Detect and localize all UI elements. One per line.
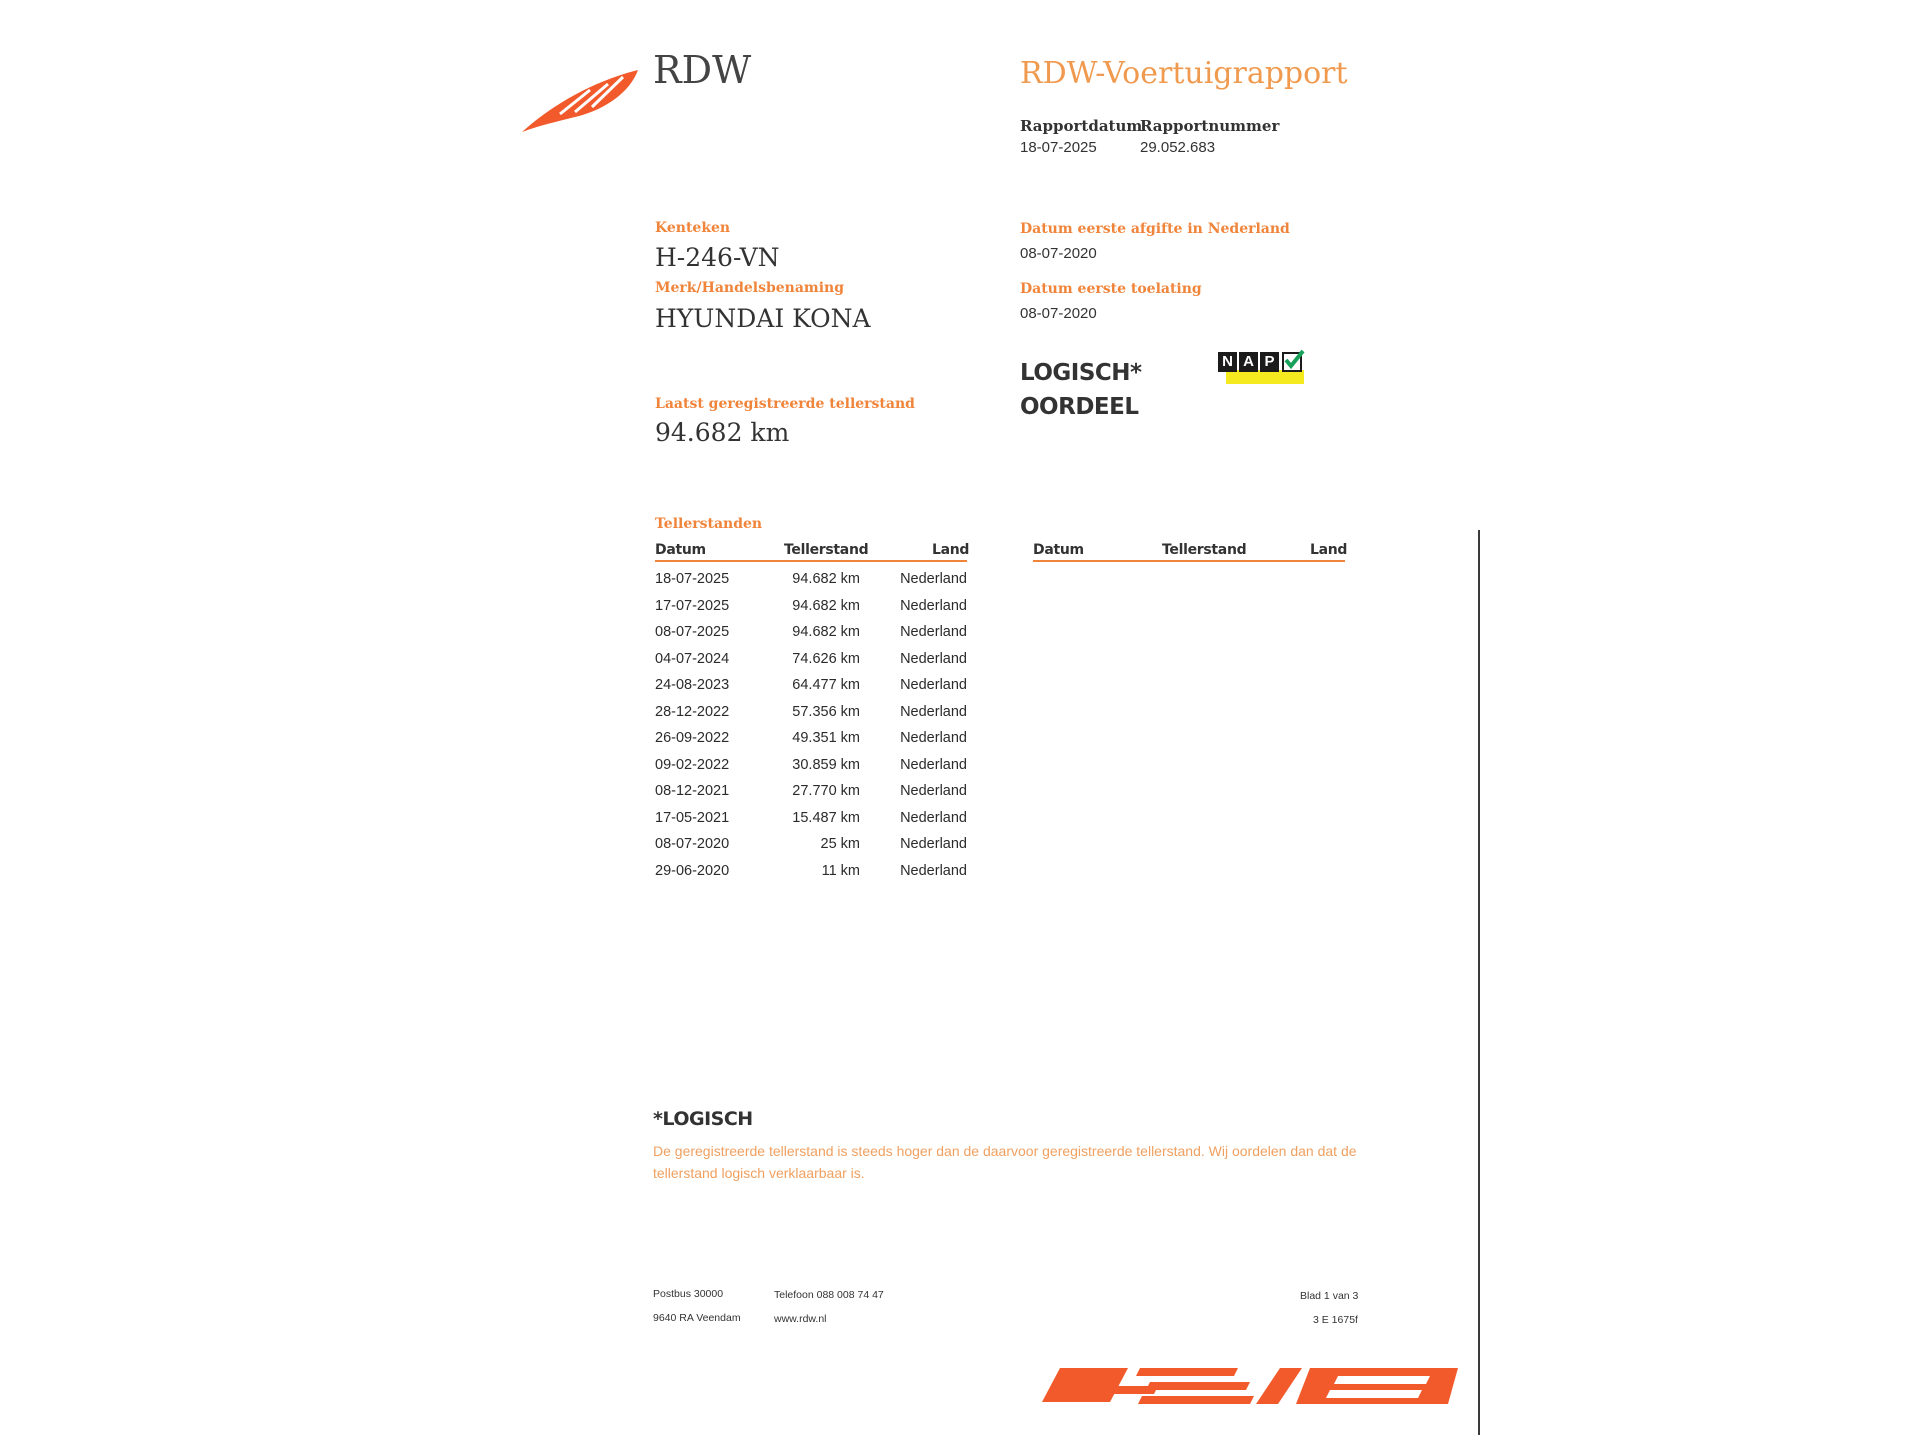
col-header-reading: Tellerstand bbox=[784, 542, 869, 558]
cell-country: Nederland bbox=[900, 677, 967, 693]
cell-date: 17-05-2021 bbox=[655, 809, 730, 826]
col-header-date-2: Datum bbox=[1033, 542, 1084, 558]
cell-country: Nederland bbox=[900, 730, 967, 746]
report-number: 29.052.683 bbox=[1140, 139, 1216, 156]
cell-country: Nederland bbox=[900, 571, 967, 587]
cell-date: 24-08-2023 bbox=[655, 677, 730, 693]
judgement-line2: OORDEEL bbox=[1020, 394, 1139, 420]
first-issue-date: 08-07-2020 bbox=[1020, 245, 1097, 262]
note-text: De geregistreerde tellerstand is steeds hoger dan de daarvoor geregistreerde tellerstand. Wij oordelen dan dat de tellerstand logisch verklaarbaar is. bbox=[653, 1143, 1357, 1181]
cell-country: Nederland bbox=[900, 809, 967, 826]
cell-country: Nederland bbox=[900, 756, 967, 773]
report-date: 18-07-2025 bbox=[1020, 139, 1097, 156]
col-header-date: Datum bbox=[655, 542, 706, 558]
page-edge bbox=[1478, 530, 1480, 1435]
make-value: HYUNDAI KONA bbox=[655, 304, 871, 333]
table-row bbox=[655, 780, 967, 807]
odometer-value: 94.682 km bbox=[655, 418, 790, 447]
nap-letter-p: P bbox=[1260, 352, 1279, 372]
make-label: Merk/Handelsbenaming bbox=[655, 280, 845, 296]
report-number-label: Rapportnummer bbox=[1140, 117, 1280, 135]
footer-website: www.rdw.nl bbox=[774, 1313, 827, 1325]
table-row bbox=[655, 860, 967, 887]
table-row bbox=[655, 807, 967, 834]
readings-title: Tellerstanden bbox=[655, 516, 763, 532]
footer-address-line1: Postbus 30000 bbox=[653, 1288, 724, 1300]
cell-date: 28-12-2022 bbox=[655, 703, 730, 720]
nap-highlight bbox=[1226, 370, 1304, 384]
cell-date: 09-02-2022 bbox=[655, 756, 730, 773]
cell-country: Nederland bbox=[900, 783, 967, 799]
col-header-reading-2: Tellerstand bbox=[1162, 542, 1247, 558]
cell-date: 08-07-2025 bbox=[655, 624, 730, 640]
report-title: RDW-Voertuigrapport bbox=[1020, 56, 1348, 91]
cell-reading: 64.477 km bbox=[792, 677, 860, 693]
cell-country: Nederland bbox=[900, 703, 967, 720]
table-row bbox=[655, 674, 967, 701]
plate-label: Kenteken bbox=[655, 220, 731, 236]
brand-name: RDW bbox=[653, 48, 752, 92]
table-row bbox=[655, 701, 967, 728]
cell-date: 04-07-2024 bbox=[655, 650, 730, 667]
readings-table bbox=[655, 568, 967, 886]
rdw-logo-icon bbox=[520, 62, 642, 134]
cell-date: 26-09-2022 bbox=[655, 730, 730, 746]
note-title: *LOGISCH bbox=[653, 1108, 753, 1130]
cell-reading: 27.770 km bbox=[792, 783, 860, 799]
cell-country: Nederland bbox=[900, 650, 967, 667]
cell-reading: 30.859 km bbox=[792, 756, 860, 773]
col-header-country-2: Land bbox=[1310, 542, 1348, 558]
table-row bbox=[655, 754, 967, 781]
nap-letter-a: A bbox=[1239, 352, 1258, 372]
cell-country: Nederland bbox=[900, 836, 967, 852]
table-row bbox=[655, 648, 967, 675]
cell-reading: 94.682 km bbox=[792, 571, 860, 587]
decorative-stripes-icon bbox=[1040, 1362, 1460, 1406]
cell-reading: 94.682 km bbox=[792, 624, 860, 640]
odometer-label: Laatst geregistreerde tellerstand bbox=[655, 396, 915, 412]
cell-country: Nederland bbox=[900, 624, 967, 640]
nap-letter-n: N bbox=[1218, 352, 1237, 372]
table-row bbox=[655, 595, 967, 622]
cell-date: 18-07-2025 bbox=[655, 571, 730, 587]
first-admission-label: Datum eerste toelating bbox=[1020, 281, 1202, 297]
cell-reading: 49.351 km bbox=[792, 730, 860, 746]
cell-reading: 15.487 km bbox=[792, 809, 860, 826]
judgement-line1: LOGISCH* bbox=[1020, 360, 1142, 386]
footer-document-code: 3 E 1675f bbox=[1313, 1314, 1358, 1326]
cell-country: Nederland bbox=[900, 862, 967, 879]
plate-number: H-246-VN bbox=[655, 243, 780, 272]
cell-date: 08-07-2020 bbox=[655, 836, 730, 852]
cell-reading: 25 km bbox=[820, 836, 860, 852]
table-row bbox=[655, 568, 967, 595]
cell-country: Nederland bbox=[900, 597, 967, 614]
footer-address-line2: 9640 RA Veendam bbox=[653, 1312, 741, 1324]
footer-page-number: Blad 1 van 3 bbox=[1300, 1290, 1359, 1302]
cell-reading: 94.682 km bbox=[792, 597, 860, 614]
table-row bbox=[655, 833, 967, 860]
cell-reading: 57.356 km bbox=[792, 703, 860, 720]
footer-phone: Telefoon 088 008 74 47 bbox=[774, 1289, 884, 1301]
cell-date: 17-07-2025 bbox=[655, 597, 730, 614]
cell-date: 29-06-2020 bbox=[655, 862, 730, 879]
report-date-label: Rapportdatum bbox=[1020, 117, 1143, 135]
cell-reading: 11 km bbox=[821, 862, 860, 879]
header-rule-left bbox=[655, 560, 967, 562]
table-row bbox=[655, 727, 967, 754]
first-admission-date: 08-07-2020 bbox=[1020, 305, 1097, 322]
cell-reading: 74.626 km bbox=[792, 650, 860, 667]
first-issue-label: Datum eerste afgifte in Nederland bbox=[1020, 221, 1290, 237]
cell-date: 08-12-2021 bbox=[655, 783, 730, 799]
table-row bbox=[655, 621, 967, 648]
col-header-country: Land bbox=[932, 542, 970, 558]
header-rule-right bbox=[1033, 560, 1345, 562]
checkmark-icon bbox=[1282, 352, 1302, 372]
